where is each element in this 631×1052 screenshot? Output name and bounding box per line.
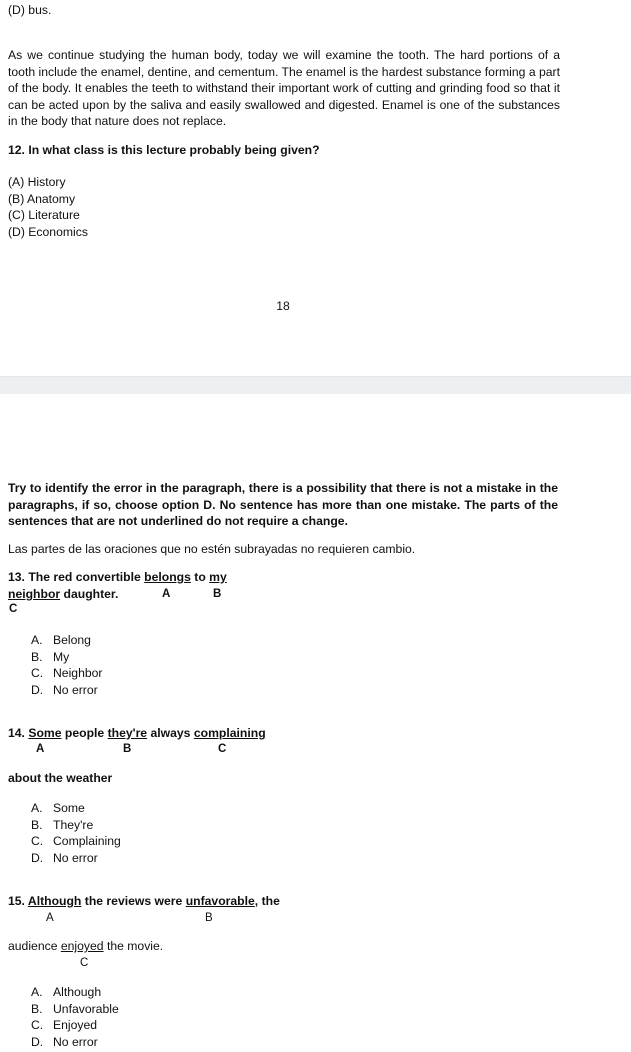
question-14-underline-c: complaining [193, 726, 266, 740]
error-identification-instructions: Try to identify the error in the paragraph, there is a possibility that there is not a mistake in the paragraphs, if so, choose option D. No sentence has more than one mistake. The parts of the sentences that are not underlined do not require a change. [8, 481, 558, 528]
question-15-letter-a: A [46, 912, 54, 924]
question-13-option-c[interactable]: C. Neighbor [31, 666, 103, 680]
question-15-option-d[interactable]: D. No error [31, 1034, 98, 1049]
question-15-option-b[interactable]: B. Unfavorable [31, 1001, 119, 1016]
page-separator [0, 376, 631, 394]
question-14-letter-b: B [123, 743, 132, 755]
question-12-option-c[interactable]: (C) Literature [8, 208, 80, 222]
question-15-sentence-line2: audience enjoyed the movie. [8, 939, 164, 953]
question-14-option-d[interactable]: D. No error [31, 850, 98, 865]
question-15-letter-b: B [205, 912, 213, 924]
question-13-underline-b: my [209, 570, 227, 584]
lecture-passage: As we continue studying the human body, today we will examine the tooth. The hard portions of a tooth include the enamel, dentine, and cementum. The enamel is the hardest substance forming a part of the body. It enables the teeth to withstand their important work of cutting and grinding food so that it can be acted upon by the saliva and easily swallowed and digested. Enamel is one of the substances in the body that nature does not replace. [8, 48, 560, 128]
question-14-underline-b: they're [107, 726, 148, 740]
question-14-letter-a: A [36, 743, 45, 755]
question-13-option-a[interactable]: A. Belong [31, 633, 91, 647]
question-15-option-a[interactable]: A. Although [31, 985, 102, 999]
question-12-option-d[interactable]: (D) Economics [8, 224, 88, 239]
question-15-options [31, 984, 119, 1050]
question-15-underline-c: enjoyed [60, 939, 104, 953]
question-14-option-a[interactable]: A. Some [31, 801, 85, 815]
question-13-underline-a: belongs [144, 570, 191, 584]
question-13-underline-c: neighbor [8, 587, 61, 601]
question-13-sentence-line1: 13. The red convertible belongs to my [8, 570, 227, 584]
question-15-underline-b: unfavorable [185, 894, 255, 908]
question-13-options [31, 632, 102, 698]
question-12-prompt: 12. In what class is this lecture probably being given? [8, 143, 320, 157]
question-14-option-b[interactable]: B. They're [31, 817, 94, 832]
question-13-letter-a: A [162, 588, 171, 600]
question-15-sentence-line1: 15. Although the reviews were unfavorable, the [8, 894, 280, 908]
question-12-option-a[interactable]: (A) History [8, 175, 66, 189]
question-15-option-c[interactable]: C. Enjoyed [31, 1018, 98, 1032]
question-13-option-d[interactable]: D. No error [31, 682, 98, 697]
question-14-letter-c: C [218, 743, 227, 755]
question-13-option-b[interactable]: B. My [31, 649, 70, 664]
previous-option-fragment: (D) bus. [8, 3, 52, 17]
question-12-option-b[interactable]: (B) Anatomy [8, 191, 76, 206]
question-14-options [31, 800, 121, 866]
page-number: 18 [276, 299, 290, 313]
question-15-letter-c: C [80, 957, 89, 969]
question-14-sentence-line2: about the weather [8, 771, 113, 785]
question-12-options [8, 174, 88, 240]
question-14-sentence-line1: 14. Some people they're always complaining [8, 726, 266, 740]
question-14-underline-a: Some [28, 726, 62, 740]
question-15-underline-a: Although [27, 894, 82, 908]
question-13-letter-c: C [9, 603, 18, 615]
question-13-letter-b: B [213, 588, 222, 600]
question-13-sentence-line2: neighbor daughter. [8, 587, 119, 601]
instructions-spanish: Las partes de las oraciones que no estén subrayadas no requieren cambio. [8, 542, 416, 556]
question-14-option-c[interactable]: C. Complaining [31, 834, 121, 848]
